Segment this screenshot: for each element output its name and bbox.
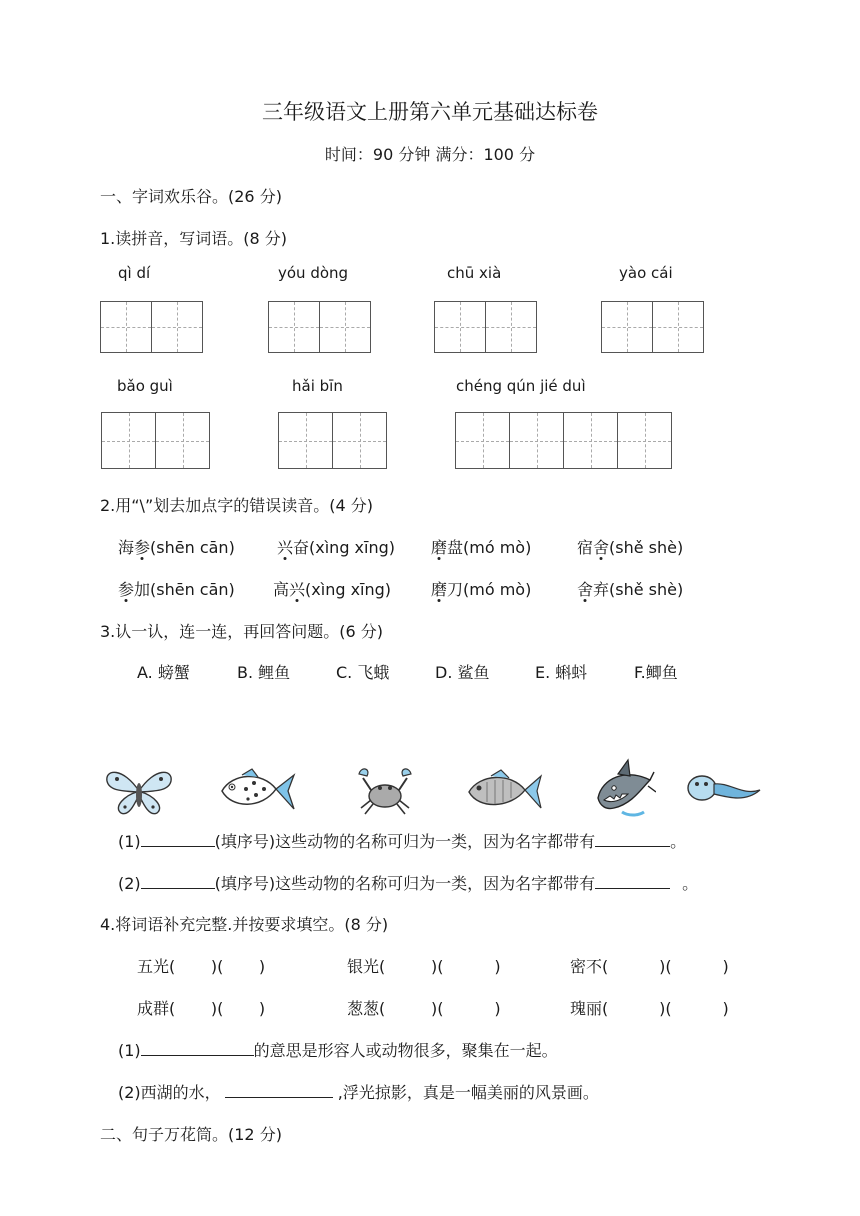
q2-label: 2.用“\”划去加点字的错误读音。(4 分) bbox=[100, 496, 373, 515]
section1-heading: 一、字词欢乐谷。(26 分) bbox=[100, 187, 282, 206]
writing-grid[interactable] bbox=[434, 301, 537, 353]
sub-number: (2) bbox=[118, 874, 141, 893]
moth-icon[interactable] bbox=[103, 765, 175, 817]
carp-icon[interactable] bbox=[465, 768, 543, 814]
writing-grid[interactable] bbox=[455, 412, 672, 469]
reading-item[interactable] bbox=[118, 535, 235, 558]
q3-sub1 bbox=[118, 829, 686, 852]
shark-icon[interactable] bbox=[592, 758, 656, 820]
writing-grid[interactable] bbox=[268, 301, 371, 353]
idiom-blank[interactable]: 银光( )( ) bbox=[347, 957, 501, 976]
pinyin-options: 刀(mó mò) bbox=[447, 580, 532, 599]
reading-item[interactable] bbox=[577, 577, 683, 600]
char: 宿 bbox=[577, 538, 594, 557]
q3-label: 3.认一认，连一连，再回答问题。(6 分) bbox=[100, 622, 384, 641]
reading-item[interactable] bbox=[118, 577, 235, 600]
option-a: A. 螃蟹 bbox=[137, 663, 190, 682]
pinyin-options: 弃(shě shè) bbox=[593, 580, 684, 599]
q3-sub2 bbox=[118, 871, 698, 894]
pinyin-options: (shě shè) bbox=[609, 538, 684, 557]
pinyin: yóu dòng bbox=[278, 264, 349, 282]
option-f: F.鲫鱼 bbox=[634, 663, 678, 682]
reading-item[interactable] bbox=[277, 535, 395, 558]
pinyin-options: 盘(mó mò) bbox=[447, 538, 532, 557]
dotted-char: 兴 bbox=[277, 538, 294, 557]
writing-grid[interactable] bbox=[601, 301, 704, 353]
pinyin: hǎi bīn bbox=[292, 377, 343, 395]
dotted-char: 磨 bbox=[431, 580, 448, 599]
sub-text: (填序号)这些动物的名称可归为一类，因为名字都带有 bbox=[214, 832, 596, 851]
char: 高 bbox=[273, 580, 290, 599]
pinyin-options: (xìng xīng) bbox=[305, 580, 392, 599]
sub-text: (填序号)这些动物的名称可归为一类，因为名字都带有 bbox=[214, 874, 596, 893]
pinyin-options: 奋(xìng xīng) bbox=[293, 538, 396, 557]
option-c: C. 飞蛾 bbox=[336, 663, 390, 682]
pinyin-options: 加(shēn cān) bbox=[134, 580, 235, 599]
reading-item[interactable] bbox=[431, 577, 531, 600]
answer-blank[interactable] bbox=[595, 832, 670, 847]
pinyin: yào cái bbox=[619, 264, 673, 282]
q4-sub2 bbox=[118, 1080, 599, 1103]
sub-number: (1) bbox=[118, 832, 141, 851]
dotted-char: 参 bbox=[134, 538, 151, 557]
dotted-char: 舍 bbox=[577, 580, 594, 599]
sub-end: 。 bbox=[670, 832, 687, 851]
option-e: E. 蝌蚪 bbox=[535, 663, 588, 682]
answer-blank[interactable] bbox=[595, 874, 670, 889]
dotted-char: 参 bbox=[118, 580, 135, 599]
fish-icon[interactable] bbox=[218, 767, 296, 815]
pinyin-options: (shēn cān) bbox=[150, 538, 235, 557]
answer-blank[interactable] bbox=[141, 832, 215, 847]
writing-grid[interactable] bbox=[278, 412, 387, 469]
pinyin: qì dí bbox=[118, 264, 151, 282]
page-title: 三年级语文上册第六单元基础达标卷 bbox=[262, 100, 598, 124]
idiom-blank[interactable]: 葱葱( )( ) bbox=[347, 999, 501, 1018]
answer-blank[interactable] bbox=[141, 1041, 254, 1056]
sub-number: (1) bbox=[118, 1041, 141, 1060]
reading-item[interactable] bbox=[431, 535, 531, 558]
tadpole-icon[interactable] bbox=[686, 770, 762, 808]
dotted-char: 舍 bbox=[593, 538, 610, 557]
dotted-char: 磨 bbox=[431, 538, 448, 557]
idiom-blank[interactable]: 五光( )( ) bbox=[137, 957, 266, 976]
q4-label: 4.将词语补充完整.并按要求填空。(8 分) bbox=[100, 915, 389, 934]
idiom-blank[interactable]: 瑰丽( )( ) bbox=[570, 999, 729, 1018]
pinyin: chéng qún jié duì bbox=[456, 377, 586, 395]
option-b: B. 鲤鱼 bbox=[237, 663, 291, 682]
idiom-blank[interactable]: 成群( )( ) bbox=[137, 999, 266, 1018]
dotted-char: 兴 bbox=[289, 580, 306, 599]
idiom-blank[interactable]: 密不( )( ) bbox=[570, 957, 729, 976]
exam-info: 时间：90 分钟 满分：100 分 bbox=[324, 145, 536, 164]
answer-blank[interactable] bbox=[141, 874, 215, 889]
answer-blank[interactable] bbox=[225, 1083, 333, 1098]
pinyin: chū xià bbox=[447, 264, 502, 282]
section2-heading: 二、句子万花筒。(12 分) bbox=[100, 1125, 282, 1144]
q1-label: 1.读拼音，写词语。(8 分) bbox=[100, 229, 288, 248]
sub-text: 的意思是形容人或动物很多，聚集在一起。 bbox=[253, 1041, 558, 1060]
sub-text: ,浮光掠影，真是一幅美丽的风景画。 bbox=[332, 1083, 599, 1102]
reading-item[interactable] bbox=[273, 577, 391, 600]
option-d: D. 鲨鱼 bbox=[435, 663, 490, 682]
sub-end: 。 bbox=[682, 874, 699, 893]
q4-sub1 bbox=[118, 1038, 558, 1061]
crab-icon[interactable] bbox=[357, 764, 413, 816]
pinyin: bǎo guì bbox=[117, 377, 173, 395]
reading-item[interactable] bbox=[577, 535, 683, 558]
writing-grid[interactable] bbox=[100, 301, 203, 353]
sub-text: (2)西湖的水， bbox=[118, 1083, 221, 1102]
char: 海 bbox=[118, 538, 135, 557]
writing-grid[interactable] bbox=[101, 412, 210, 469]
